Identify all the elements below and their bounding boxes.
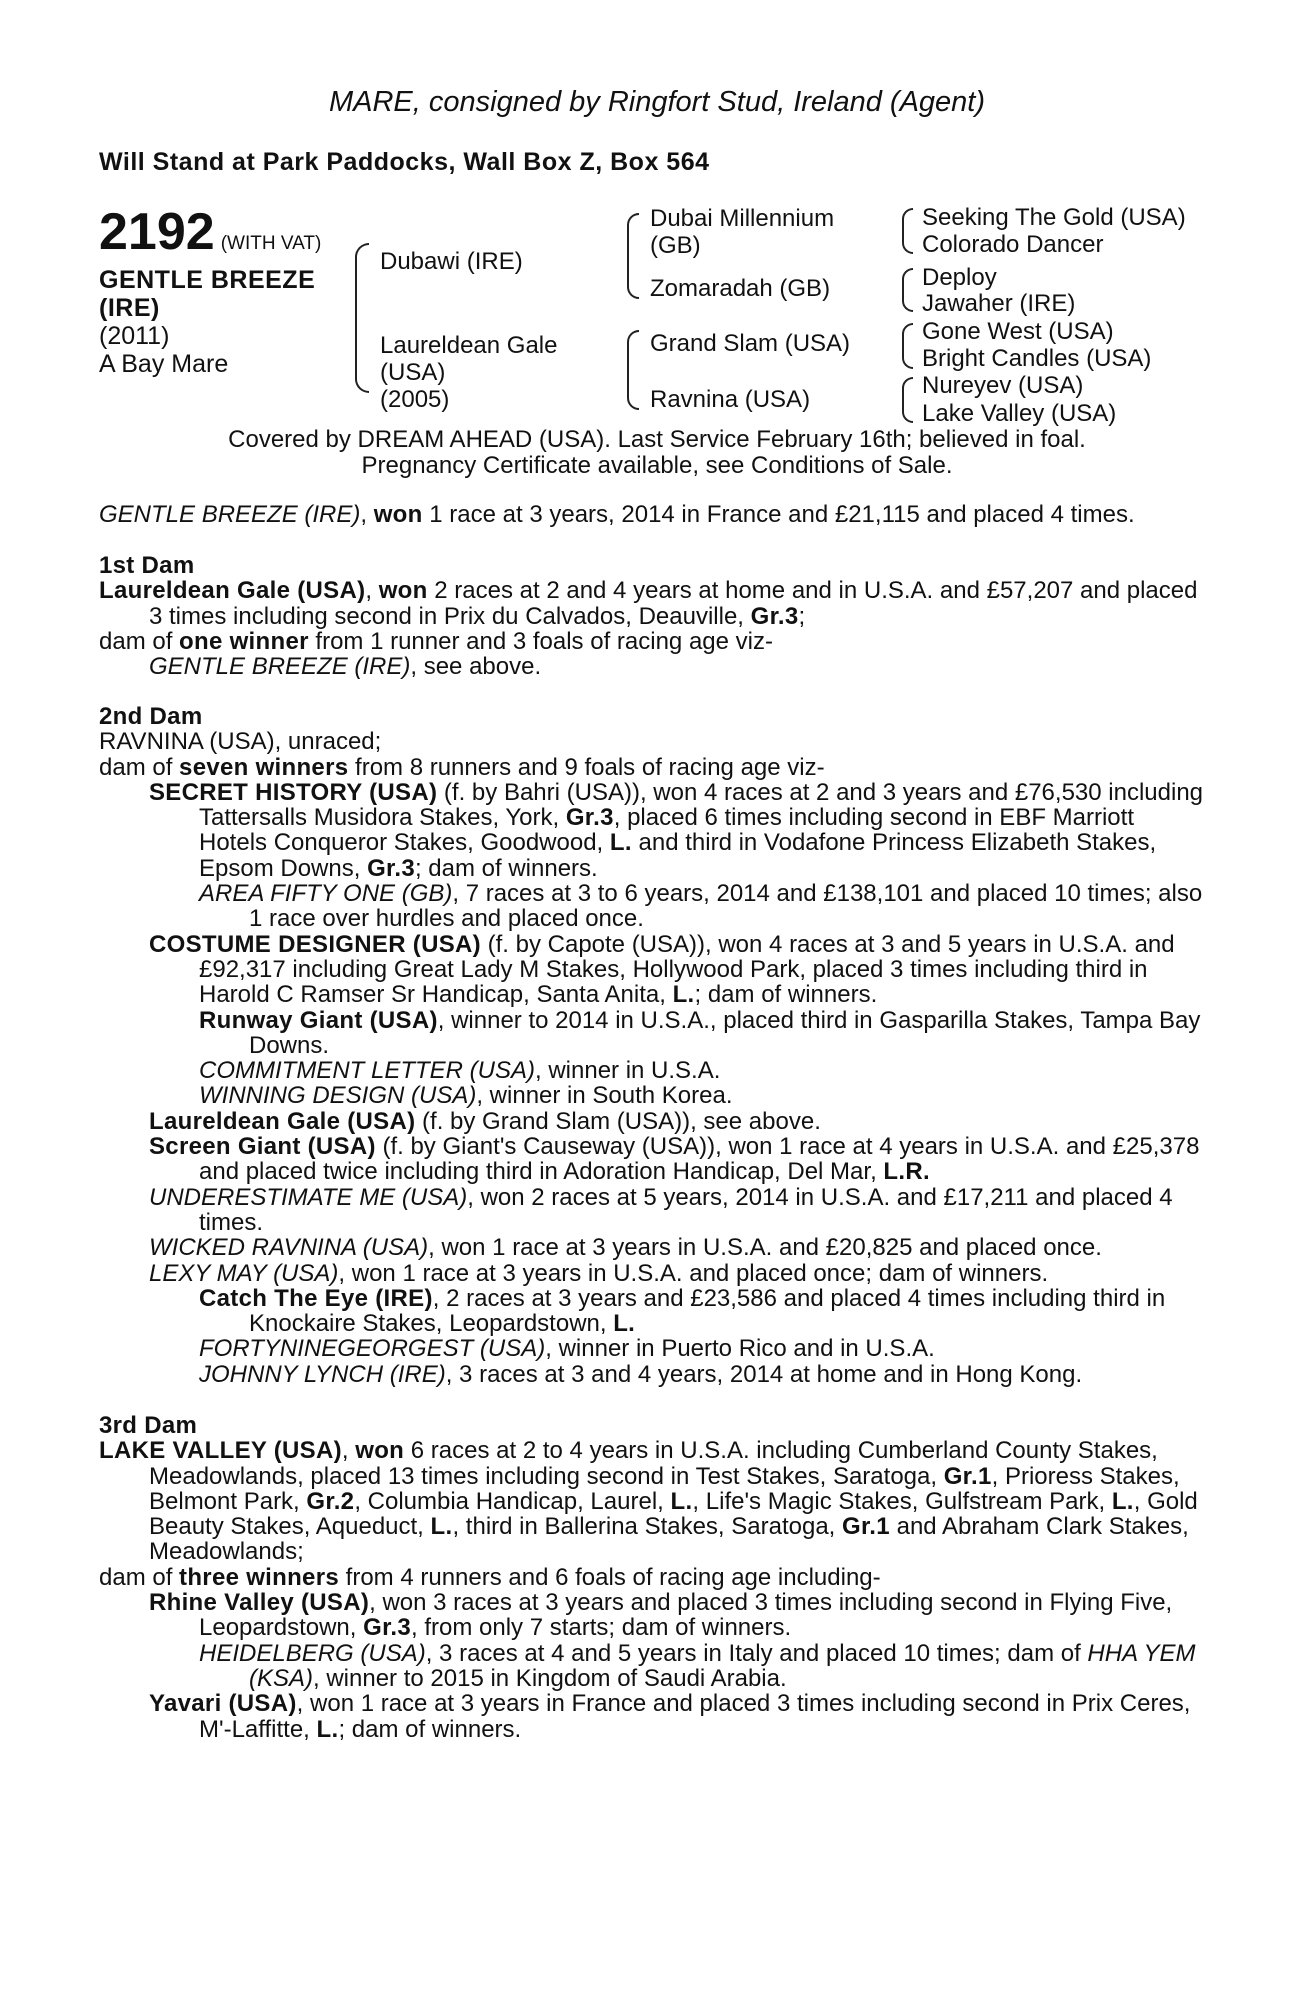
group-grade: Gr.1 (943, 1462, 992, 1490)
progeny-name: Yavari (USA) (149, 1690, 297, 1718)
progeny-text: (f. by Grand Slam (USA)), see above. (415, 1107, 821, 1135)
stand-location: Will Stand at Park Paddocks, Wall Box Z, Box 564 (99, 148, 710, 176)
progeny-text: , won 1 race at 3 years in France and placed 3 times including second in Prix Ceres, M'-Laffitte, (199, 1690, 1191, 1743)
progeny-name: Rhine Valley (USA) (149, 1589, 370, 1617)
runners-info: from 1 runner and 3 foals of racing age viz- (308, 627, 773, 655)
pregnancy-note: Pregnancy Certificate available, see Conditions of Sale. (361, 452, 953, 479)
grandprogeny-text: , winner in South Korea. (476, 1082, 733, 1110)
pedigree-brace (627, 213, 639, 299)
listed-grade: L. (609, 829, 632, 857)
group-grade: Gr.3 (367, 854, 415, 882)
progeny-text: , from only 7 starts; dam of winners. (411, 1614, 792, 1642)
dam-of-prefix: dam of (99, 753, 180, 781)
progeny-text: , see above. (410, 653, 542, 681)
listed-grade: L. (1111, 1487, 1134, 1515)
progeny-name: SECRET HISTORY (USA) (149, 778, 438, 806)
pedigree-sire-sire-country: (GB) (650, 232, 701, 259)
pedigree-ancestor: Jawaher (IRE) (922, 290, 1076, 317)
great-grandprogeny-text: , winner to 2015 in Kingdom of Saudi Arabia. (313, 1664, 787, 1692)
pedigree-ancestor: Gone West (USA) (922, 318, 1114, 345)
progeny-name: LEXY MAY (USA) (149, 1259, 339, 1287)
progeny-text: , placed 6 times including second in EBF Marriott Hotels Conqueror Stakes, Goodwood, (199, 804, 1134, 857)
grandprogeny-name: FORTYNINEGEORGEST (USA) (199, 1335, 546, 1363)
grandprogeny-name: COMMITMENT LETTER (USA) (199, 1057, 535, 1085)
pedigree-sire: Dubawi (IRE) (380, 248, 523, 275)
group-grade: Gr.3 (750, 602, 799, 630)
pedigree-brace (902, 377, 913, 423)
third-dam-record: 6 races at 2 to 4 years in U.S.A. including Cumberland County Stakes, Meadowlands, placed 13 times including second in Test Stakes, Saratoga, (149, 1437, 1158, 1490)
vat-note: (WITH VAT) (220, 233, 322, 254)
pedigree-brace (902, 323, 913, 369)
summary-text: 1 race at 3 years, 2014 in France and £21,115 and placed 4 times. (422, 501, 1135, 528)
listed-grade: L. (672, 981, 695, 1009)
pedigree-ancestor: Deploy (922, 264, 997, 291)
grandprogeny-text: , 3 races at 4 and 5 years in Italy and placed 10 times; dam of (425, 1639, 1088, 1667)
progeny-name: COSTUME DESIGNER (USA) (149, 930, 481, 958)
third-dam-won: won (355, 1437, 405, 1465)
summary-won: won (373, 501, 423, 528)
progeny-text: , won 1 race at 3 years in U.S.A. and placed once; dam of winners. (338, 1259, 1049, 1287)
first-dam-name: Laureldean Gale (USA) (99, 577, 366, 605)
grandprogeny-name: Catch The Eye (IRE) (199, 1284, 433, 1312)
grandprogeny-name: HEIDELBERG (USA) (199, 1639, 426, 1667)
grandprogeny-name: WINNING DESIGN (USA) (199, 1082, 477, 1110)
progeny-text: (f. by Giant's Causeway (USA)), won 1 race at 4 years in U.S.A. and £25,378 and placed twice including third in Adoration Handicap, Del Mar, (199, 1133, 1200, 1186)
pedigree-brace (627, 330, 639, 410)
pedigree-ancestor: Lake Valley (USA) (922, 400, 1117, 427)
runners-info: from 4 runners and 6 foals of racing age including- (339, 1563, 881, 1591)
pedigree-ancestor: Nureyev (USA) (922, 372, 1084, 399)
birth-year: (2011) (99, 322, 170, 350)
progeny-name: WICKED RAVNINA (USA) (149, 1234, 429, 1262)
third-dam-record: , Prioress Stakes, Belmont Park, (149, 1462, 1180, 1515)
first-dam-heading: 1st Dam (99, 552, 195, 579)
third-dam-record: and Abraham Clark Stakes, Meadowlands; (149, 1513, 1189, 1566)
third-dam-section: 3rd Dam LAKE VALLEY (USA), won 6 races at 2 to 4 years in U.S.A. including Cumberland County Stakes, Meadowlands, placed 13 times including second in Test Stakes, Saratoga, Gr.1, Prioress Stakes, Belmont Park, Gr.2, Columbia Handicap, Laurel, L., Life's Magic Stakes, Gulfstream Park, L., Gold Beauty Stakes, Aqueduct, L., third in Ballerina Stakes, Saratoga, Gr.1 and Abraham Clark Stakes, Meadowlands; dam of three winners from 4 runners and 6 foals of racing age including- Rhine Valley (USA), won 3 races at 3 years and placed 3 times including second in Flying Five, Leopardstown, Gr.3, from only 7 starts; dam of winners. HEIDELBERG (USA), 3 races at 4 and 5 years in Italy and placed 10 times; dam of HHA YEM (KSA), winner to 2015 in Kingdom of Saudi Arabia. Yavari (USA), won 1 race at 3 years in France and placed 3 times including second in Prix Ceres, M'-Laffitte, L.; dam of winners. (99, 1413, 1203, 1742)
group-grade: Gr.3 (363, 1614, 412, 1642)
progeny-text: , won 1 race at 3 years in U.S.A. and £20,825 and placed once. (428, 1234, 1102, 1262)
progeny-text: and third in Vodafone Princess Elizabeth Stakes, Epsom Downs, (199, 829, 1157, 882)
pedigree-dam-name: Laureldean Gale (380, 332, 558, 359)
pedigree-ancestor: Seeking The Gold (USA) (922, 204, 1186, 231)
group-grade: Gr.3 (565, 804, 614, 832)
grandprogeny-text: , winner in U.S.A. (535, 1057, 721, 1085)
pedigree-brace (902, 268, 913, 312)
summary-paragraph: GENTLE BREEZE (IRE), won 1 race at 3 years, 2014 in France and £21,115 and placed 4 times. (99, 501, 1135, 528)
progeny-text: ; dam of winners. (414, 854, 598, 882)
pedigree-brace (355, 243, 369, 393)
first-dam-record: 2 races at 2 and 4 years at home and in U.S.A. and £57,207 and placed 3 times including second in Prix du Calvados, Deauville, (149, 577, 1198, 630)
progeny-name: UNDERESTIMATE ME (USA) (149, 1183, 468, 1211)
winners-count: one winner (179, 627, 309, 655)
progeny-text: (f. by Capote (USA)), won 4 races at 3 and 5 years in U.S.A. and £92,317 including Great Lady M Stakes, Hollywood Park, placed 3 times including third in Harold C Ramser Sr Handicap, Santa Anita, (199, 930, 1175, 1009)
grandprogeny-text: , 3 races at 3 and 4 years, 2014 at home and in Hong Kong. (445, 1360, 1083, 1388)
dam-of-prefix: dam of (99, 1563, 180, 1591)
second-dam-intro: RAVNINA (USA), unraced; (99, 728, 382, 756)
pedigree-sire-sire (650, 205, 834, 259)
listed-grade: L.R. (883, 1158, 930, 1186)
grandprogeny-name: Runway Giant (USA) (199, 1006, 438, 1034)
progeny-name: Laureldean Gale (USA) (149, 1107, 416, 1135)
lot-number: 2192 (99, 203, 215, 261)
horse-description: A Bay Mare (99, 350, 229, 378)
listed-grade: L. (430, 1513, 453, 1541)
grandprogeny-name: JOHNNY LYNCH (IRE) (199, 1360, 446, 1388)
winners-count: seven winners (179, 753, 349, 781)
third-dam-name: LAKE VALLEY (USA) (99, 1437, 342, 1465)
punctuation: ; (798, 602, 806, 630)
group-grade: Gr.1 (842, 1513, 890, 1541)
progeny-name: GENTLE BREEZE (IRE) (149, 653, 411, 681)
third-dam-heading: 3rd Dam (99, 1412, 198, 1439)
pedigree-dam (380, 332, 557, 413)
first-dam-won: won (378, 577, 428, 605)
group-grade: Gr.2 (306, 1487, 355, 1515)
pedigree-brace (902, 208, 913, 254)
pedigree-dam-country: (USA) (380, 359, 446, 386)
pedigree-ancestor: Bright Candles (USA) (922, 345, 1152, 372)
pedigree-sire-dam: Zomaradah (GB) (650, 275, 831, 302)
second-dam-section (99, 704, 1203, 1387)
third-dam-record: , Columbia Handicap, Laurel, (354, 1487, 671, 1515)
third-dam-record: , Gold Beauty Stakes, Aqueduct, (149, 1487, 1198, 1541)
first-dam-section: 1st Dam Laureldean Gale (USA), won 2 races at 2 and 4 years at home and in U.S.A. and £57,207 and placed 3 times including second in Prix du Calvados, Deauville, Gr.3; dam of one winner from 1 runner and 3 foals of racing age viz- GENTLE BREEZE (IRE), see above. (99, 553, 1203, 679)
lot-info (99, 203, 344, 378)
third-dam-record: , Life's Magic Stakes, Gulfstream Park, (692, 1487, 1112, 1515)
pedigree-dam-year: (2005) (380, 386, 450, 413)
progeny-text: ; dam of winners. (694, 981, 878, 1009)
grandprogeny-text: , 2 races at 3 years and £23,586 and placed 4 times including third in Knockaire Stakes, Leopardstown, (249, 1284, 1166, 1338)
progeny-name: Screen Giant (USA) (149, 1133, 376, 1161)
third-dam-record: , third in Ballerina Stakes, Saratoga, (452, 1513, 843, 1541)
progeny-text: , won 2 races at 5 years, 2014 in U.S.A. and £17,211 and placed 4 times. (199, 1183, 1173, 1236)
grandprogeny-text: , 7 races at 3 to 6 years, 2014 and £138,101 and placed 10 times; also 1 race over hurdles and placed once. (249, 880, 1203, 933)
pedigree-dam-sire: Grand Slam (USA) (650, 330, 851, 357)
progeny-text: (f. by Bahri (USA)), won 4 races at 2 and 3 years and £76,530 including Tattersalls Musidora Stakes, York, (199, 778, 1204, 832)
listed-grade: L. (316, 1715, 339, 1743)
listed-grade: L. (670, 1487, 693, 1515)
second-dam-heading: 2nd Dam (99, 703, 203, 730)
cover-note: Covered by DREAM AHEAD (USA). Last Service February 16th; believed in foal. (228, 426, 1086, 453)
consignor-line: MARE, consigned by Ringfort Stud, Ireland (Agent) (328, 86, 986, 118)
great-grandprogeny-name: HHA YEM (KSA) (249, 1639, 1196, 1692)
winners-count: three winners (179, 1563, 339, 1591)
dam-of-prefix: dam of (99, 627, 180, 655)
progeny-text: ; dam of winners. (338, 1715, 522, 1743)
listed-grade: L. (613, 1310, 636, 1338)
pedigree-ancestor: Colorado Dancer (922, 231, 1104, 258)
horse-name: GENTLE BREEZE (IRE) (99, 266, 316, 322)
pedigree-sire-sire-name: Dubai Millennium (650, 205, 835, 232)
summary-horse: GENTLE BREEZE (IRE) (99, 501, 361, 528)
progeny-text: , won 3 races at 3 years and placed 3 times including second in Flying Five, Leopardstown, (199, 1589, 1173, 1642)
grandprogeny-text: , winner in Puerto Rico and in U.S.A. (545, 1335, 935, 1363)
grandprogeny-text: , winner to 2014 in U.S.A., placed third in Gasparilla Stakes, Tampa Bay Downs. (249, 1006, 1201, 1059)
grandprogeny-name: AREA FIFTY ONE (GB) (199, 880, 453, 908)
runners-info: from 8 runners and 9 foals of racing age viz- (348, 753, 825, 781)
pedigree-dam-dam: Ravnina (USA) (650, 386, 811, 413)
